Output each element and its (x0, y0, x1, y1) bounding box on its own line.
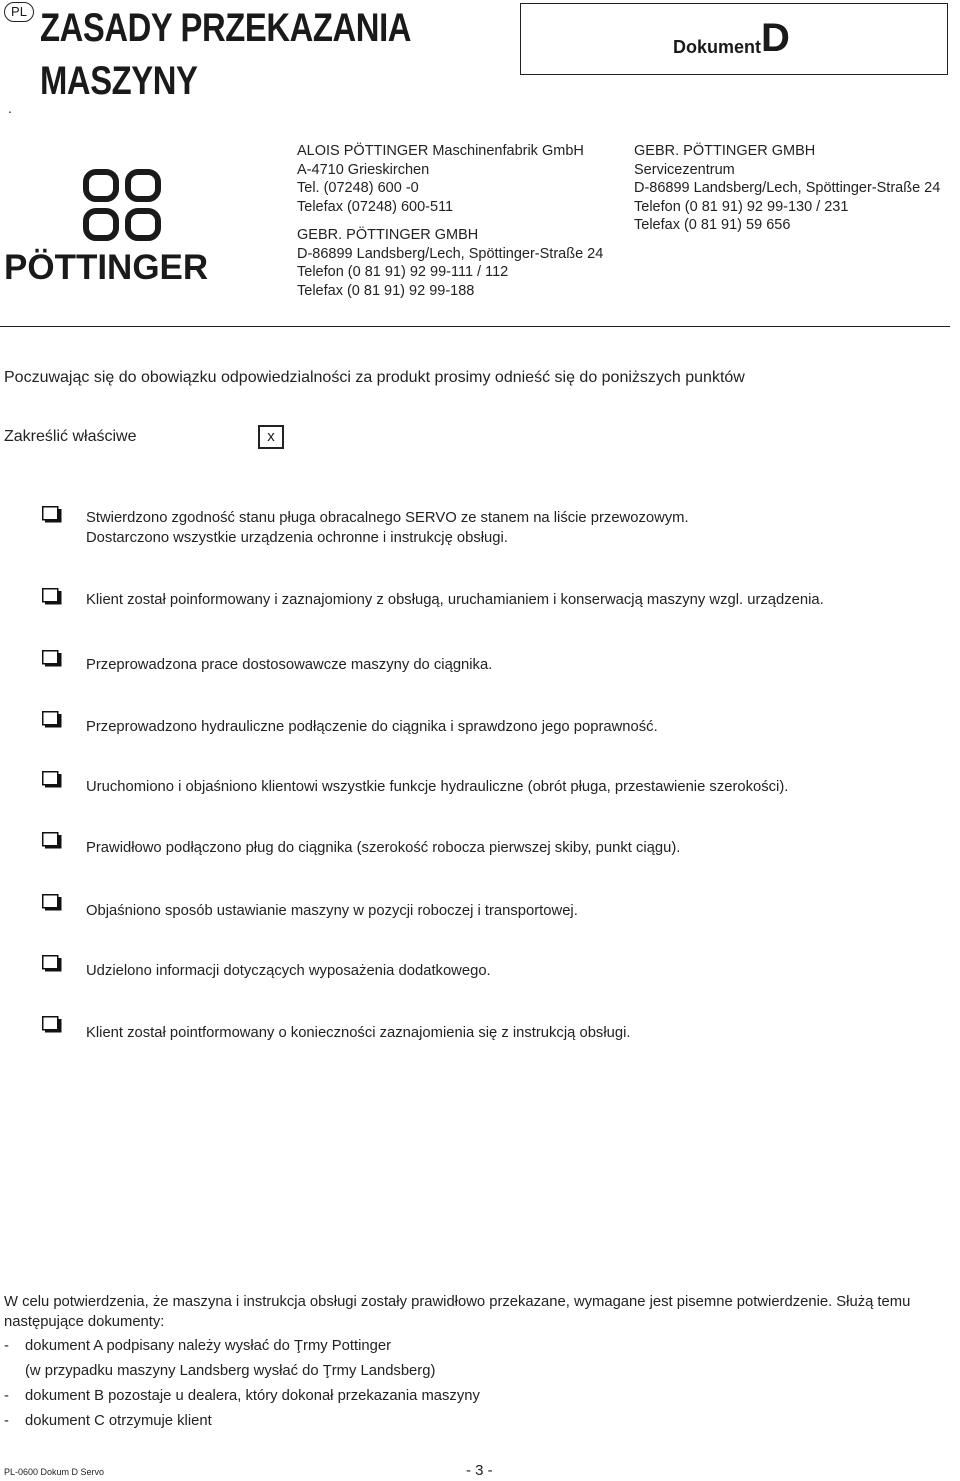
checklist-item: Objaśniono sposób ustawianie maszyny w pozycji roboczej i transportowej. (86, 903, 578, 919)
list-item-text: dokument A podpisany należy wysłać do Ţrmy Pottinger (25, 1338, 391, 1354)
list-dash: - (4, 1413, 9, 1429)
address-line: Tel. (07248) 600 -0 (297, 180, 419, 196)
address-line: Telefax (07248) 600-511 (297, 198, 454, 215)
checklist-item: Uruchomiono i objaśniono klientowi wszystkie funkcje hydrauliczne (obrót pługa, przestawienie szerokości). (86, 779, 789, 795)
checkbox-icon[interactable] (42, 506, 62, 523)
checklist-item: Klient został poinformowany i zaznajomiony z obsługą, uruchamianiem i konserwacją maszyny wzgl. urządzenia. (86, 592, 824, 608)
checklist-item: Udzielono informacji dotyczących wyposażenia dodatkowego. (86, 963, 491, 979)
list-item-text: dokument C otrzymuje klient (25, 1413, 212, 1429)
stray-dot: . (8, 100, 12, 116)
section-divider (0, 326, 950, 327)
checkbox-icon[interactable] (42, 1016, 62, 1033)
address-right (634, 142, 940, 235)
checklist-item (86, 508, 689, 548)
address-line: GEBR. PÖTTINGER GMBH (634, 143, 816, 159)
checkbox-icon[interactable] (42, 711, 62, 728)
mark-example-box: x (258, 425, 284, 449)
document-label: Dokument (673, 37, 762, 57)
closing-list-item (4, 1411, 212, 1431)
document-letter: D (761, 16, 790, 60)
title-line-2: MASZYNY (40, 59, 198, 103)
address-line: Telefax (0 81 91) 59 656 (634, 217, 791, 233)
address-line: A-4710 Grieskirchen (297, 161, 430, 178)
list-dash: - (4, 1388, 9, 1404)
address-line: Telefon (0 81 91) 92 99-130 / 231 (634, 198, 849, 215)
mark-instruction: Zakreślić właściwe (4, 428, 137, 445)
checkbox-icon[interactable] (42, 588, 62, 605)
checklist-item-text: Dostarczono wszystkie urządzenia ochronne i instrukcję obsługi. (86, 530, 508, 546)
language-badge: PL (4, 2, 34, 22)
logo-wordmark: PÖTTINGER (4, 248, 209, 287)
page-title (40, 2, 411, 108)
closing-paragraph: W celu potwierdzenia, że maszyna i instrukcja obsługi zostały prawidłowo przekazane, wymagane jest pisemne potwierdzenie. Służą temu następujące dokumenty: (4, 1294, 911, 1330)
address-line: Telefon (0 81 91) 92 99-111 / 112 (297, 264, 509, 280)
address-line: ALOIS PÖTTINGER Maschinenfabrik GmbH (297, 143, 584, 159)
address-line: D-86899 Landsberg/Lech, Spöttinger-Straße 24 (634, 180, 941, 196)
checkbox-icon[interactable] (42, 894, 62, 911)
checklist-item: Klient został pointformowany o konieczności zaznajomienia się z instrukcją obsługi. (86, 1025, 631, 1041)
checkbox-icon[interactable] (42, 650, 62, 667)
checkbox-icon[interactable] (42, 832, 62, 849)
address-line: Servicezentrum (634, 161, 735, 178)
closing-list-item (4, 1361, 435, 1381)
checklist-item: Przeprowadzona prace dostosowawcze maszyny do ciągnika. (86, 657, 493, 673)
checklist-item: Przeprowadzono hydrauliczne podłączenie do ciągnika i sprawdzono jego poprawność. (86, 719, 658, 735)
title-line-1: ZASADY PRZEKAZANIA (40, 6, 412, 50)
document-id-box (520, 3, 948, 75)
address-line: D-86899 Landsberg/Lech, Spöttinger-Straße 24 (297, 245, 604, 262)
checkbox-icon[interactable] (42, 771, 62, 788)
page-number: - 3 - (466, 1462, 493, 1479)
closing-list-item (4, 1336, 391, 1356)
list-item-text: (w przypadku maszyny Landsberg wysłać do Ţrmy Landsberg) (25, 1363, 436, 1379)
checkbox-icon[interactable] (42, 955, 62, 972)
intro-text: Poczuwając się do obowiązku odpowiedzialności za produkt prosimy odnieść się do poniższych punktów (4, 369, 745, 386)
pottinger-logo (4, 168, 236, 287)
address-line: GEBR. PÖTTINGER GMBH (297, 227, 479, 243)
address-left (297, 142, 603, 300)
document-code: PL-0600 Dokum D Servo (4, 1467, 105, 1477)
list-dash: - (4, 1338, 9, 1354)
list-item-text: dokument B pozostaje u dealera, który dokonał przekazania maszyny (25, 1388, 480, 1404)
checklist-item-text: Stwierdzono zgodność stanu pługa obracalnego SERVO ze stanem na liście przewozowym. (86, 510, 689, 526)
checklist-item: Prawidłowo podłączono pług do ciągnika (szerokość robocza pierwszej skiby, punkt ciągu). (86, 840, 681, 856)
address-line: Telefax (0 81 91) 92 99-188 (297, 282, 475, 299)
logo-emblem-icon (82, 168, 162, 242)
closing-list-item (4, 1386, 480, 1406)
